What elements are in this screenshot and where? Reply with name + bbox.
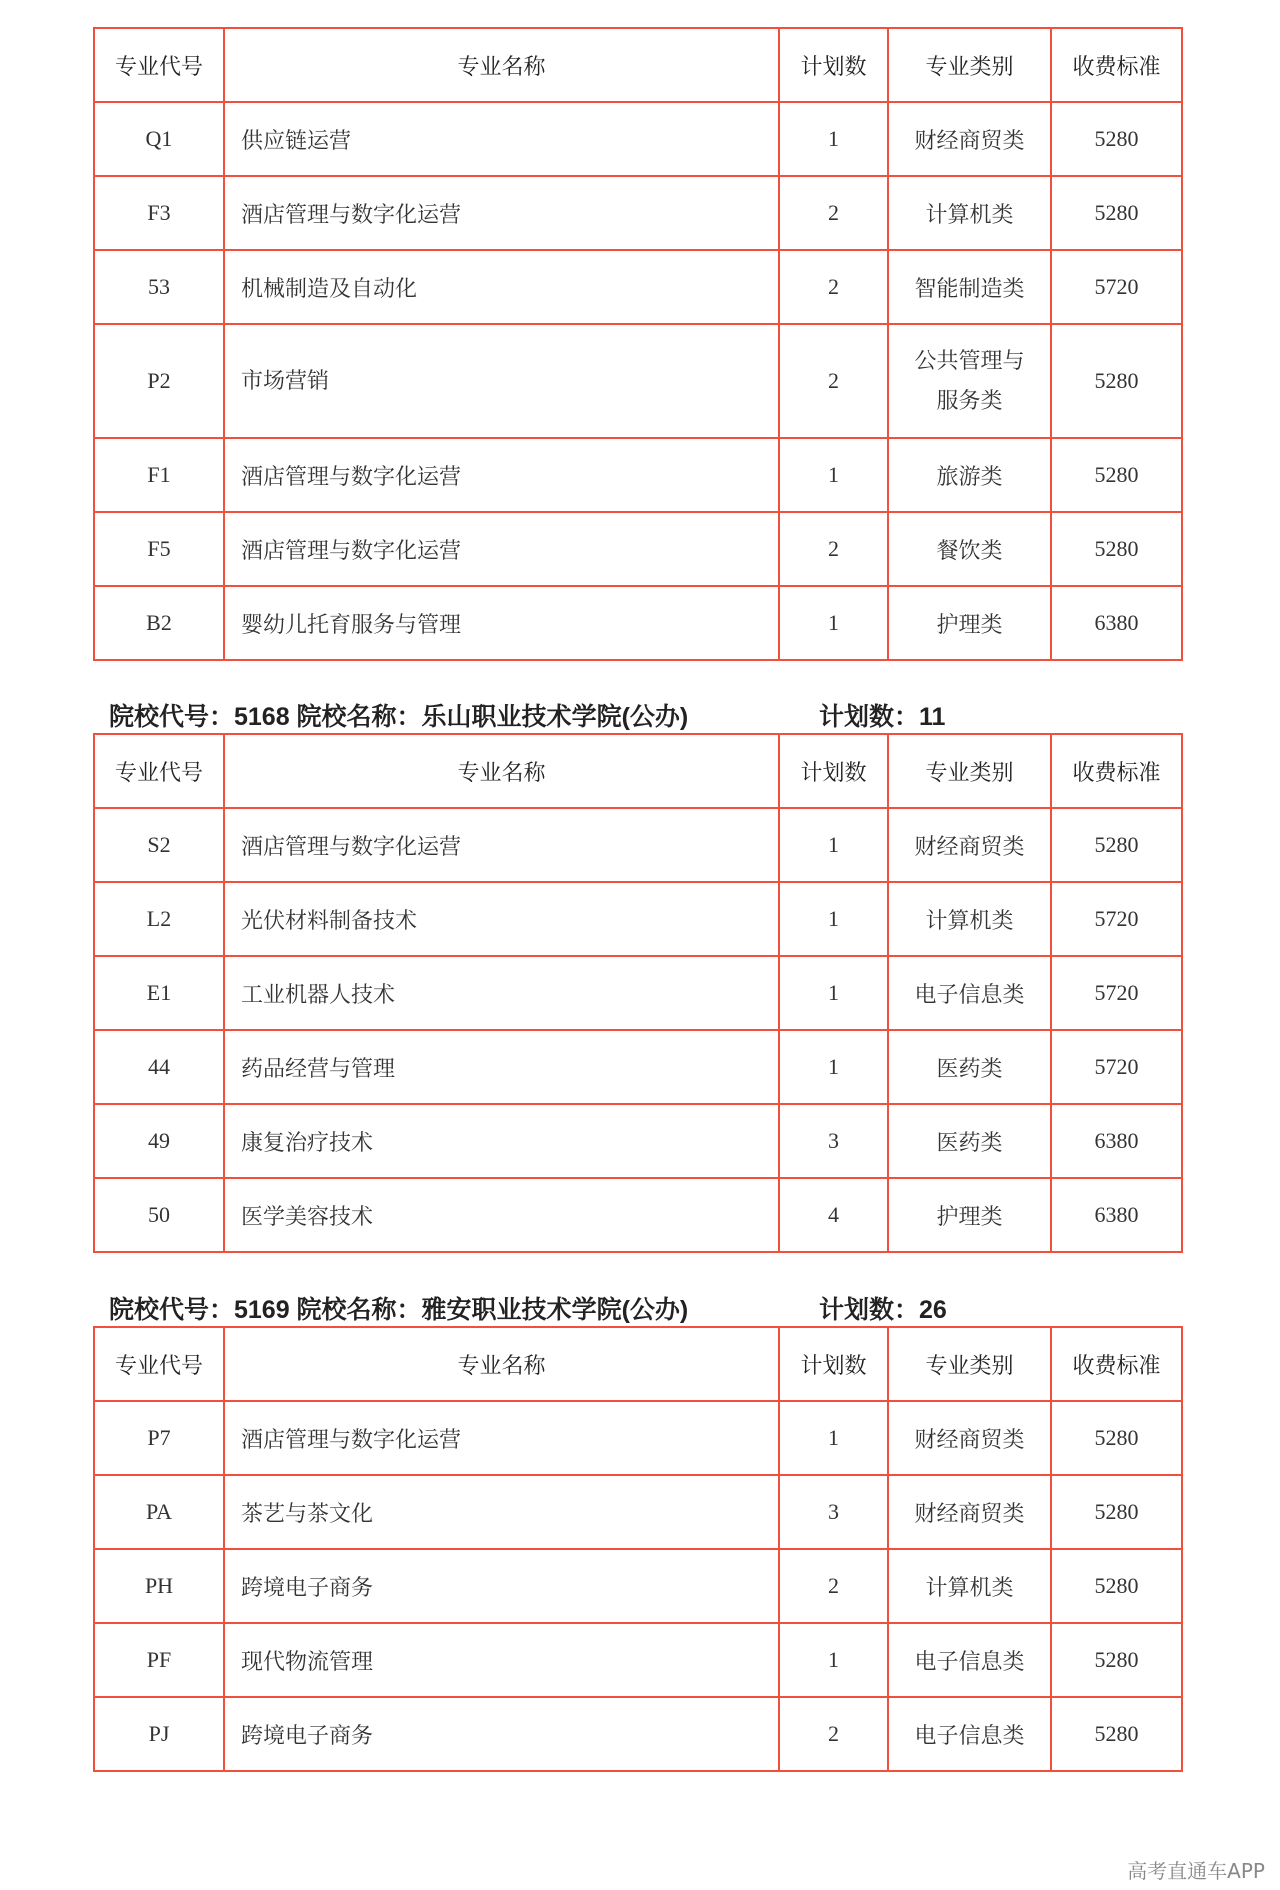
- major-name: 现代物流管理: [224, 1623, 779, 1697]
- major-category: 财经商贸类: [888, 1401, 1051, 1475]
- major-code: F3: [94, 176, 224, 250]
- fee-standard: 5280: [1051, 1697, 1182, 1771]
- major-name: 药品经营与管理: [224, 1030, 779, 1104]
- school-info: 院校代号：5169 院校名称：雅安职业技术学院(公办): [109, 1296, 689, 1324]
- major-code: L2: [94, 882, 224, 956]
- plan-count: 2: [779, 250, 888, 324]
- header-row: [94, 1327, 1182, 1401]
- fee-standard: 5280: [1051, 1549, 1182, 1623]
- major-name: 酒店管理与数字化运营: [224, 808, 779, 882]
- table-row: [94, 1104, 1182, 1178]
- table-row: [94, 512, 1182, 586]
- major-category: 财经商贸类: [888, 1475, 1051, 1549]
- plan-count: 2: [779, 1549, 888, 1623]
- major-code: 53: [94, 250, 224, 324]
- major-name: 市场营销: [224, 324, 779, 438]
- header-row: [94, 28, 1182, 102]
- header-row: [94, 734, 1182, 808]
- major-code: P2: [94, 324, 224, 438]
- plan-count: 3: [779, 1475, 888, 1549]
- fee-standard: 5280: [1051, 1401, 1182, 1475]
- plan-count: 1: [779, 1030, 888, 1104]
- fee-standard: 6380: [1051, 1104, 1182, 1178]
- table-row: [94, 1030, 1182, 1104]
- plan-count: 3: [779, 1104, 888, 1178]
- column-header: 计划数: [779, 28, 888, 102]
- major-name: 茶艺与茶文化: [224, 1475, 779, 1549]
- table-row: [94, 1623, 1182, 1697]
- table-row: [94, 586, 1182, 660]
- fee-standard: 6380: [1051, 1178, 1182, 1252]
- fee-standard: 5280: [1051, 438, 1182, 512]
- major-name: 机械制造及自动化: [224, 250, 779, 324]
- plan-count: 1: [779, 956, 888, 1030]
- major-code: P7: [94, 1401, 224, 1475]
- column-header: 专业名称: [224, 1327, 779, 1401]
- major-table-3: [93, 1326, 1183, 1772]
- fee-standard: 5280: [1051, 512, 1182, 586]
- school-title-5168: [109, 697, 946, 733]
- column-header: 收费标准: [1051, 1327, 1182, 1401]
- major-code: B2: [94, 586, 224, 660]
- table-row: [94, 1401, 1182, 1475]
- plan-count: 1: [779, 1623, 888, 1697]
- major-name: 酒店管理与数字化运营: [224, 438, 779, 512]
- major-category: 电子信息类: [888, 1623, 1051, 1697]
- major-category: 财经商贸类: [888, 808, 1051, 882]
- major-code: Q1: [94, 102, 224, 176]
- table-row: [94, 1475, 1182, 1549]
- table-row: [94, 1697, 1182, 1771]
- school-info: 院校代号：5168 院校名称：乐山职业技术学院(公办): [109, 703, 689, 731]
- major-name: 酒店管理与数字化运营: [224, 512, 779, 586]
- major-code: 44: [94, 1030, 224, 1104]
- plan-count: 1: [779, 882, 888, 956]
- table-row: [94, 1178, 1182, 1252]
- major-category: 电子信息类: [888, 956, 1051, 1030]
- column-header: 专业代号: [94, 734, 224, 808]
- major-category: 电子信息类: [888, 1697, 1051, 1771]
- column-header: 专业代号: [94, 1327, 224, 1401]
- major-table-2: [93, 733, 1183, 1253]
- major-category: 护理类: [888, 586, 1051, 660]
- column-header: 专业类别: [888, 734, 1051, 808]
- plan-count: 1: [779, 438, 888, 512]
- plan-count: 1: [779, 1401, 888, 1475]
- major-category: 公共管理与服务类: [888, 324, 1051, 438]
- major-category: 护理类: [888, 1178, 1051, 1252]
- major-name: 跨境电子商务: [224, 1697, 779, 1771]
- major-code: PH: [94, 1549, 224, 1623]
- plan-count: 2: [779, 1697, 888, 1771]
- fee-standard: 5720: [1051, 882, 1182, 956]
- column-header: 专业名称: [224, 734, 779, 808]
- fee-standard: 5280: [1051, 1623, 1182, 1697]
- major-name: 跨境电子商务: [224, 1549, 779, 1623]
- fee-standard: 6380: [1051, 586, 1182, 660]
- table-row: [94, 1549, 1182, 1623]
- fee-standard: 5280: [1051, 1475, 1182, 1549]
- major-name: 酒店管理与数字化运营: [224, 176, 779, 250]
- major-name: 工业机器人技术: [224, 956, 779, 1030]
- table-row: [94, 882, 1182, 956]
- table-row: [94, 808, 1182, 882]
- major-code: PJ: [94, 1697, 224, 1771]
- major-table-1: [93, 27, 1183, 661]
- major-name: 供应链运营: [224, 102, 779, 176]
- fee-standard: 5280: [1051, 324, 1182, 438]
- column-header: 计划数: [779, 734, 888, 808]
- major-code: S2: [94, 808, 224, 882]
- fee-standard: 5720: [1051, 250, 1182, 324]
- major-category: 智能制造类: [888, 250, 1051, 324]
- plan-count: 1: [779, 586, 888, 660]
- fee-standard: 5280: [1051, 102, 1182, 176]
- major-code: 49: [94, 1104, 224, 1178]
- table-row: [94, 102, 1182, 176]
- column-header: 收费标准: [1051, 734, 1182, 808]
- table-row: [94, 250, 1182, 324]
- fee-standard: 5720: [1051, 956, 1182, 1030]
- plan-count: 计划数：26: [819, 1296, 947, 1324]
- school-title-5169: [109, 1290, 947, 1326]
- column-header: 专业类别: [888, 28, 1051, 102]
- major-category: 医药类: [888, 1104, 1051, 1178]
- plan-count: 2: [779, 512, 888, 586]
- plan-count: 计划数：11: [819, 703, 946, 731]
- major-name: 光伏材料制备技术: [224, 882, 779, 956]
- major-code: E1: [94, 956, 224, 1030]
- table-row: [94, 176, 1182, 250]
- table-row: [94, 324, 1182, 438]
- major-name: 医学美容技术: [224, 1178, 779, 1252]
- major-code: 50: [94, 1178, 224, 1252]
- major-code: PA: [94, 1475, 224, 1549]
- major-category: 财经商贸类: [888, 102, 1051, 176]
- major-name: 婴幼儿托育服务与管理: [224, 586, 779, 660]
- major-name: 康复治疗技术: [224, 1104, 779, 1178]
- plan-count: 1: [779, 808, 888, 882]
- major-category: 旅游类: [888, 438, 1051, 512]
- major-category: 医药类: [888, 1030, 1051, 1104]
- major-name: 酒店管理与数字化运营: [224, 1401, 779, 1475]
- watermark: 高考直通车APP: [1127, 1859, 1265, 1883]
- plan-count: 2: [779, 176, 888, 250]
- major-code: PF: [94, 1623, 224, 1697]
- column-header: 专业代号: [94, 28, 224, 102]
- major-category: 计算机类: [888, 882, 1051, 956]
- plan-count: 2: [779, 324, 888, 438]
- major-code: F1: [94, 438, 224, 512]
- major-code: F5: [94, 512, 224, 586]
- plan-count: 4: [779, 1178, 888, 1252]
- table-row: [94, 438, 1182, 512]
- fee-standard: 5280: [1051, 176, 1182, 250]
- fee-standard: 5280: [1051, 808, 1182, 882]
- column-header: 收费标准: [1051, 28, 1182, 102]
- table-row: [94, 956, 1182, 1030]
- column-header: 计划数: [779, 1327, 888, 1401]
- column-header: 专业类别: [888, 1327, 1051, 1401]
- column-header: 专业名称: [224, 28, 779, 102]
- major-category: 计算机类: [888, 1549, 1051, 1623]
- plan-count: 1: [779, 102, 888, 176]
- major-category: 计算机类: [888, 176, 1051, 250]
- major-category: 餐饮类: [888, 512, 1051, 586]
- fee-standard: 5720: [1051, 1030, 1182, 1104]
